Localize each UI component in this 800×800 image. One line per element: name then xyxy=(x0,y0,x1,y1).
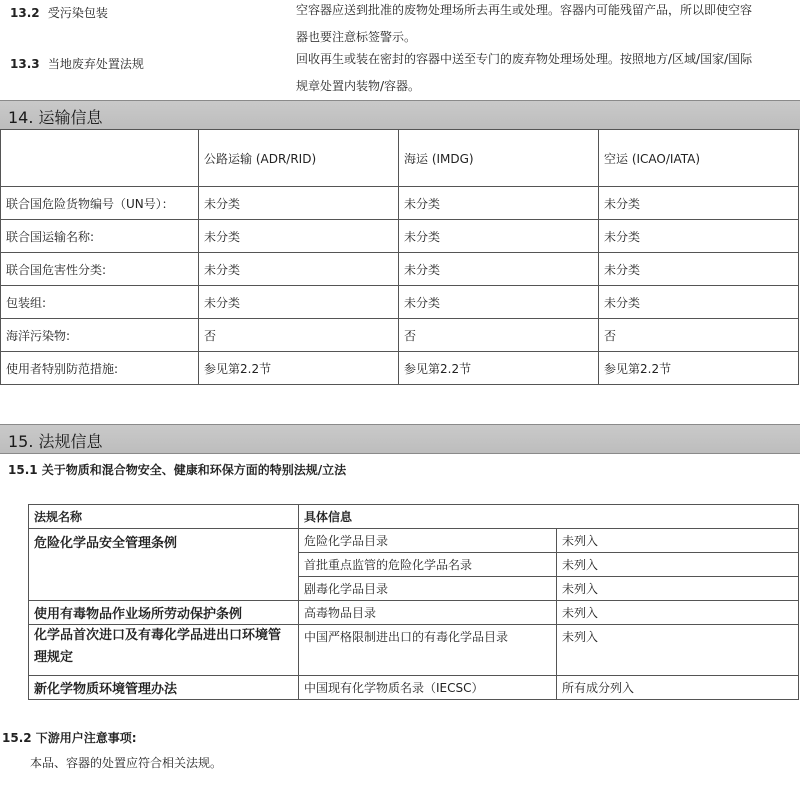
detail-status: 所有成分列入 xyxy=(557,676,799,700)
row-label: 海洋污染物: xyxy=(1,319,199,352)
table-cell: 未分类 xyxy=(399,220,599,253)
detail-status: 未列入 xyxy=(557,625,799,676)
table-row xyxy=(1,352,799,385)
table-header-row xyxy=(29,505,799,529)
column-header-sea: 海运 (IMDG) xyxy=(399,130,599,187)
column-header-detail: 具体信息 xyxy=(299,505,799,529)
table-cell: 未分类 xyxy=(399,253,599,286)
text-line: 空容器应送到批准的废物处理场所去再生或处理。容器内可能残留产品，所以即使空容 xyxy=(296,3,753,17)
text-line: 回收再生或装在密封的容器中送至专门的废弃物处理场处理。按照地方/区域/国家/国际 xyxy=(296,52,753,66)
table-cell: 未分类 xyxy=(399,286,599,319)
text-line: 器也要注意标签警示。 xyxy=(296,30,417,44)
table-cell: 未分类 xyxy=(599,220,799,253)
detail-status: 未列入 xyxy=(557,553,799,577)
table-cell: 参见第2.2节 xyxy=(599,352,799,385)
table-row xyxy=(29,529,799,553)
item-label: 受污染包装 xyxy=(47,6,108,20)
section-13-2-text xyxy=(296,0,796,51)
item-number: 13.3 xyxy=(10,57,40,71)
transport-table xyxy=(0,129,799,385)
detail-status: 未列入 xyxy=(557,601,799,625)
regulation-name-line: 化学品首次进口及有毒化学品进出口环境管 xyxy=(34,628,282,643)
table-cell: 未分类 xyxy=(199,187,399,220)
subsection-15-1: 15.1 关于物质和混合物安全、健康和环保方面的特别法规/立法 xyxy=(8,463,347,477)
section-title: 14. 运输信息 xyxy=(8,108,103,127)
table-cell: 未分类 xyxy=(199,286,399,319)
regulation-name: 新化学物质环境管理办法 xyxy=(29,676,299,700)
column-header-air: 空运 (ICAO/IATA) xyxy=(599,130,799,187)
table-cell xyxy=(1,130,199,187)
detail-info: 高毒物品目录 xyxy=(299,601,557,625)
table-row xyxy=(1,187,799,220)
table-row xyxy=(29,676,799,700)
table-cell: 未分类 xyxy=(199,220,399,253)
section-14-header xyxy=(0,100,800,130)
table-cell: 未分类 xyxy=(599,286,799,319)
table-row xyxy=(1,319,799,352)
text-line: 规章处置内装物/容器。 xyxy=(296,79,421,93)
detail-info: 中国严格限制进出口的有毒化学品目录 xyxy=(299,625,557,676)
item-label: 当地废弃处置法规 xyxy=(47,57,144,71)
detail-info: 首批重点监管的危险化学品名录 xyxy=(299,553,557,577)
row-label: 联合国危险货物编号（UN号）： xyxy=(1,187,199,220)
regulation-name: 危险化学品安全管理条例 xyxy=(29,529,299,601)
row-label: 联合国运输名称: xyxy=(1,220,199,253)
detail-info: 剧毒化学品目录 xyxy=(299,577,557,601)
row-label: 使用者特别防范措施: xyxy=(1,352,199,385)
section-15-header xyxy=(0,424,800,454)
section-13-3 xyxy=(10,55,290,72)
detail-info: 危险化学品目录 xyxy=(299,529,557,553)
table-row xyxy=(1,253,799,286)
subsection-15-2: 15.2 下游用户注意事项: xyxy=(2,731,137,745)
table-row xyxy=(1,286,799,319)
regulation-name-line: 理规定 xyxy=(34,650,74,665)
table-row xyxy=(29,625,799,676)
column-header-regulation: 法规名称 xyxy=(29,505,299,529)
table-cell: 否 xyxy=(599,319,799,352)
table-cell: 未分类 xyxy=(599,253,799,286)
row-label: 包装组: xyxy=(1,286,199,319)
detail-info: 中国现有化学物质名录（IECSC） xyxy=(299,676,557,700)
regulation-name: 使用有毒物品作业场所劳动保护条例 xyxy=(29,601,299,625)
regulations-table xyxy=(28,504,799,700)
table-cell: 参见第2.2节 xyxy=(399,352,599,385)
subsection-15-2-text: 本品、容器的处置应符合相关法规。 xyxy=(30,756,223,770)
regulation-name xyxy=(29,625,299,676)
item-number: 13.2 xyxy=(10,6,40,20)
table-cell: 参见第2.2节 xyxy=(199,352,399,385)
section-13-3-text xyxy=(296,46,796,100)
table-cell: 未分类 xyxy=(599,187,799,220)
detail-status: 未列入 xyxy=(557,577,799,601)
table-header-row xyxy=(1,130,799,187)
table-cell: 未分类 xyxy=(399,187,599,220)
table-row xyxy=(1,220,799,253)
detail-status: 未列入 xyxy=(557,529,799,553)
table-cell: 否 xyxy=(399,319,599,352)
table-cell: 未分类 xyxy=(199,253,399,286)
column-header-road: 公路运输 (ADR/RID) xyxy=(199,130,399,187)
row-label: 联合国危害性分类: xyxy=(1,253,199,286)
table-cell: 否 xyxy=(199,319,399,352)
table-row xyxy=(29,601,799,625)
section-title: 15. 法规信息 xyxy=(8,432,103,451)
